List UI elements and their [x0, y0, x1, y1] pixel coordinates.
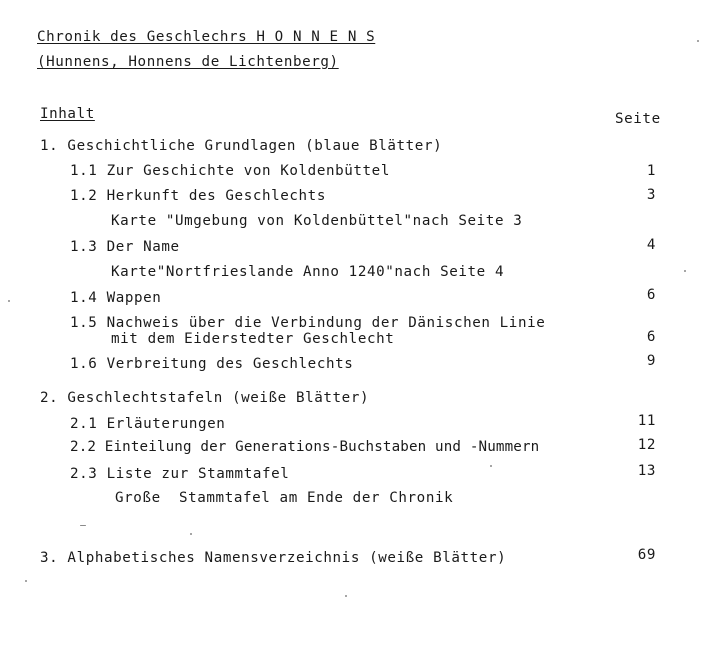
toc-page-1-3: 4: [646, 237, 656, 253]
document-subtitle: (Hunnens, Honnens de Lichtenberg): [37, 54, 339, 70]
toc-heading: Inhalt: [40, 106, 95, 122]
toc-page-2-3: 13: [637, 463, 656, 479]
toc-page-1-2: 3: [646, 187, 656, 203]
toc-entry-2-1: 2.1 Erläuterungen: [70, 416, 226, 432]
toc-page-1-4: 6: [646, 287, 656, 303]
scan-speck: [80, 525, 86, 526]
toc-note-1-3: Karte"Nortfrieslande Anno 1240"nach Seite 4: [111, 264, 505, 280]
toc-entry-1-1: 1.1 Zur Geschichte von Koldenbüttel: [70, 163, 390, 179]
document-title: Chronik des Geschlechrs H O N N E N S: [37, 29, 376, 45]
toc-note-2-3: Große Stammtafel am Ende der Chronik: [115, 490, 454, 506]
toc-note-1-2: Karte "Umgebung von Koldenbüttel"nach Seite 3: [111, 213, 523, 229]
section-title-1: 1. Geschichtliche Grundlagen (blaue Blätter): [40, 138, 443, 154]
scan-speck: [25, 580, 27, 582]
scan-speck: [345, 595, 347, 597]
scan-speck: [190, 533, 192, 535]
section-title-3: 3. Alphabetisches Namensverzeichnis (weiße Blätter): [40, 550, 507, 566]
toc-entry-2-3: 2.3 Liste zur Stammtafel: [70, 466, 290, 482]
page-column-label: Seite: [615, 111, 661, 127]
toc-page-1-1: 1: [646, 163, 656, 179]
section-title-2: 2. Geschlechtstafeln (weiße Blätter): [40, 390, 370, 406]
scan-speck: [697, 40, 699, 42]
toc-page-1-6: 9: [646, 353, 656, 369]
toc-page-2-2: 12: [637, 437, 656, 453]
scan-speck: [684, 270, 686, 272]
toc-page-1-5: 6: [646, 329, 656, 345]
toc-page-3: 69: [637, 547, 656, 563]
scan-speck: [490, 465, 492, 467]
toc-entry-1-5: 1.5 Nachweis über die Verbindung der Dänischen Linie: [70, 315, 546, 331]
toc-page-2-1: 11: [637, 413, 656, 429]
toc-entry-1-4: 1.4 Wappen: [70, 290, 162, 306]
toc-entry-1-5-continuation: mit dem Eiderstedter Geschlecht: [111, 331, 395, 347]
scan-speck: [8, 300, 10, 302]
toc-entry-2-2: 2.2 Einteilung der Generations-Buchstaben und -Nummern: [70, 439, 540, 455]
toc-entry-1-3: 1.3 Der Name: [70, 239, 180, 255]
toc-entry-1-6: 1.6 Verbreitung des Geschlechts: [70, 356, 354, 372]
toc-entry-1-2: 1.2 Herkunft des Geschlechts: [70, 188, 326, 204]
